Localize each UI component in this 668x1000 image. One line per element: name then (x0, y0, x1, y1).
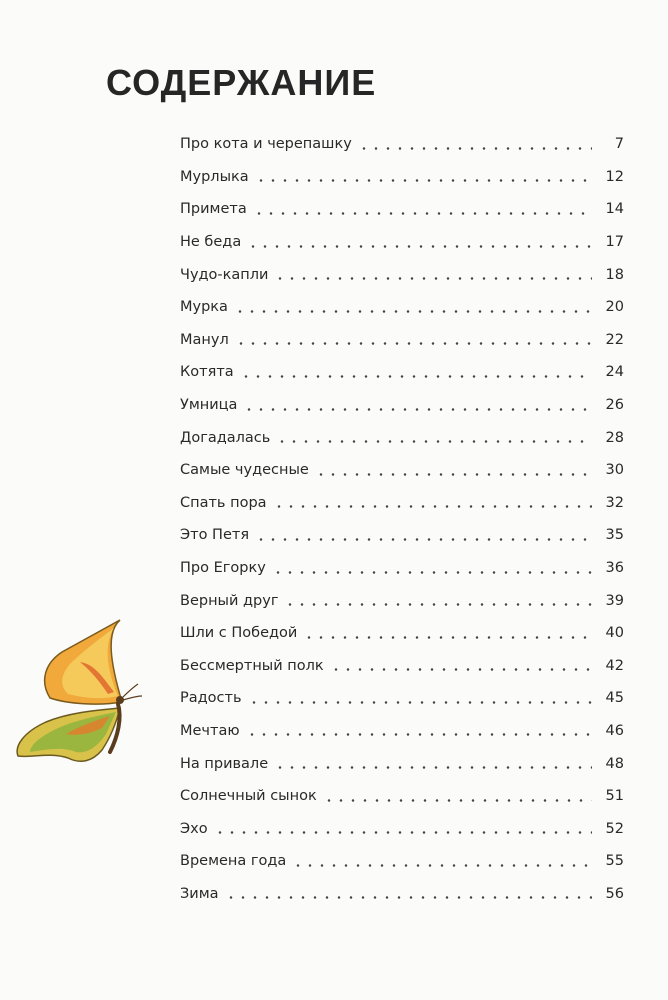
dot-leader (274, 277, 592, 280)
toc-entry (176, 650, 624, 683)
dot-leader (330, 668, 592, 671)
toc-entry (176, 128, 624, 161)
toc-entry (176, 161, 624, 194)
dot-leader (272, 571, 592, 574)
toc-entry-page: 40 (605, 625, 624, 642)
dot-leader (253, 212, 592, 215)
dot-leader (284, 603, 592, 606)
toc-entry-page: 51 (605, 788, 624, 805)
dot-leader (248, 701, 593, 704)
toc-entry-title: Мурлыка (180, 168, 249, 185)
toc-entry-title: Верный друг (180, 592, 279, 609)
toc-entry-page: 30 (605, 462, 624, 479)
toc-entry-title: Шли с Победой (180, 625, 298, 642)
dot-leader (255, 538, 592, 541)
toc-entry-title: Примета (180, 201, 247, 218)
toc-entry-page: 14 (605, 201, 624, 218)
dot-leader (292, 864, 592, 867)
toc-entry-page: 56 (605, 885, 624, 902)
toc-entry-title: Про Егорку (180, 560, 266, 577)
toc-entry (176, 356, 624, 389)
toc-entry-page: 52 (605, 820, 624, 837)
dot-leader (274, 766, 592, 769)
toc-entry-page: 22 (605, 331, 624, 348)
dot-leader (240, 375, 592, 378)
toc-entry (176, 682, 624, 715)
toc-entry (176, 617, 624, 650)
toc-entry-title: Не беда (180, 234, 242, 251)
dot-leader (358, 147, 592, 150)
toc-entry-page: 46 (605, 722, 624, 739)
toc-entry-page: 42 (605, 657, 624, 674)
dot-leader (303, 636, 592, 639)
toc-entry-page: 48 (605, 755, 624, 772)
butterfly-icon (10, 612, 150, 782)
dot-leader (235, 342, 592, 345)
toc-entry-title: Самые чудесные (180, 462, 309, 479)
toc-entry (176, 584, 624, 617)
dot-leader (234, 310, 592, 313)
toc-entry (176, 780, 624, 813)
toc-entry (176, 812, 624, 845)
page-title: СОДЕРЖАНИЕ (106, 62, 377, 103)
toc-entry (176, 421, 624, 454)
dot-leader (225, 896, 592, 899)
dot-leader (255, 179, 592, 182)
toc-entry-title: Манул (180, 331, 229, 348)
toc-entry-title: Про кота и черепашку (180, 136, 352, 153)
toc-entry-page: 45 (605, 690, 624, 707)
toc-entry (176, 845, 624, 878)
table-of-contents (176, 128, 624, 910)
toc-entry (176, 747, 624, 780)
toc-entry (176, 519, 624, 552)
toc-entry-page: 12 (605, 168, 624, 185)
toc-entry-title: На привале (180, 755, 269, 772)
toc-entry (176, 715, 624, 748)
toc-entry-title: Котята (180, 364, 234, 381)
toc-entry-page: 24 (605, 364, 624, 381)
toc-entry-page: 17 (605, 234, 624, 251)
toc-entry-title: Эхо (180, 820, 208, 837)
toc-entry-title: Бессмертный полк (180, 657, 324, 674)
toc-entry-title: Мечтаю (180, 722, 240, 739)
toc-entry (176, 324, 624, 357)
toc-entry-page: 7 (614, 136, 624, 153)
toc-entry-title: Мурка (180, 299, 228, 316)
dot-leader (323, 799, 592, 802)
toc-entry (176, 878, 624, 911)
toc-entry-page: 35 (605, 527, 624, 544)
toc-entry (176, 291, 624, 324)
dot-leader (273, 505, 592, 508)
dot-leader (276, 440, 592, 443)
toc-entry-page: 26 (605, 397, 624, 414)
dot-leader (214, 831, 592, 834)
toc-entry-title: Чудо-капли (180, 266, 269, 283)
toc-entry-page: 20 (605, 299, 624, 316)
toc-entry-page: 55 (605, 853, 624, 870)
toc-entry-title: Зима (180, 885, 219, 902)
toc-entry-title: Догадалась (180, 429, 271, 446)
toc-entry-page: 32 (605, 494, 624, 511)
toc-entry (176, 487, 624, 520)
toc-entry (176, 389, 624, 422)
toc-entry (176, 454, 624, 487)
toc-entry-title: Радость (180, 690, 242, 707)
dot-leader (247, 245, 592, 248)
toc-entry-page: 36 (605, 560, 624, 577)
toc-entry-page: 18 (605, 266, 624, 283)
toc-entry-title: Времена года (180, 853, 287, 870)
dot-leader (243, 408, 592, 411)
toc-entry-title: Спать пора (180, 494, 267, 511)
toc-entry-title: Умница (180, 397, 238, 414)
dot-leader (315, 473, 592, 476)
toc-entry (176, 258, 624, 291)
dot-leader (246, 733, 592, 736)
toc-entry-title: Это Петя (180, 527, 250, 544)
toc-entry (176, 552, 624, 585)
toc-entry (176, 193, 624, 226)
toc-entry-title: Солнечный сынок (180, 788, 317, 805)
toc-entry-page: 39 (605, 592, 624, 609)
toc-entry-page: 28 (605, 429, 624, 446)
toc-entry (176, 226, 624, 259)
